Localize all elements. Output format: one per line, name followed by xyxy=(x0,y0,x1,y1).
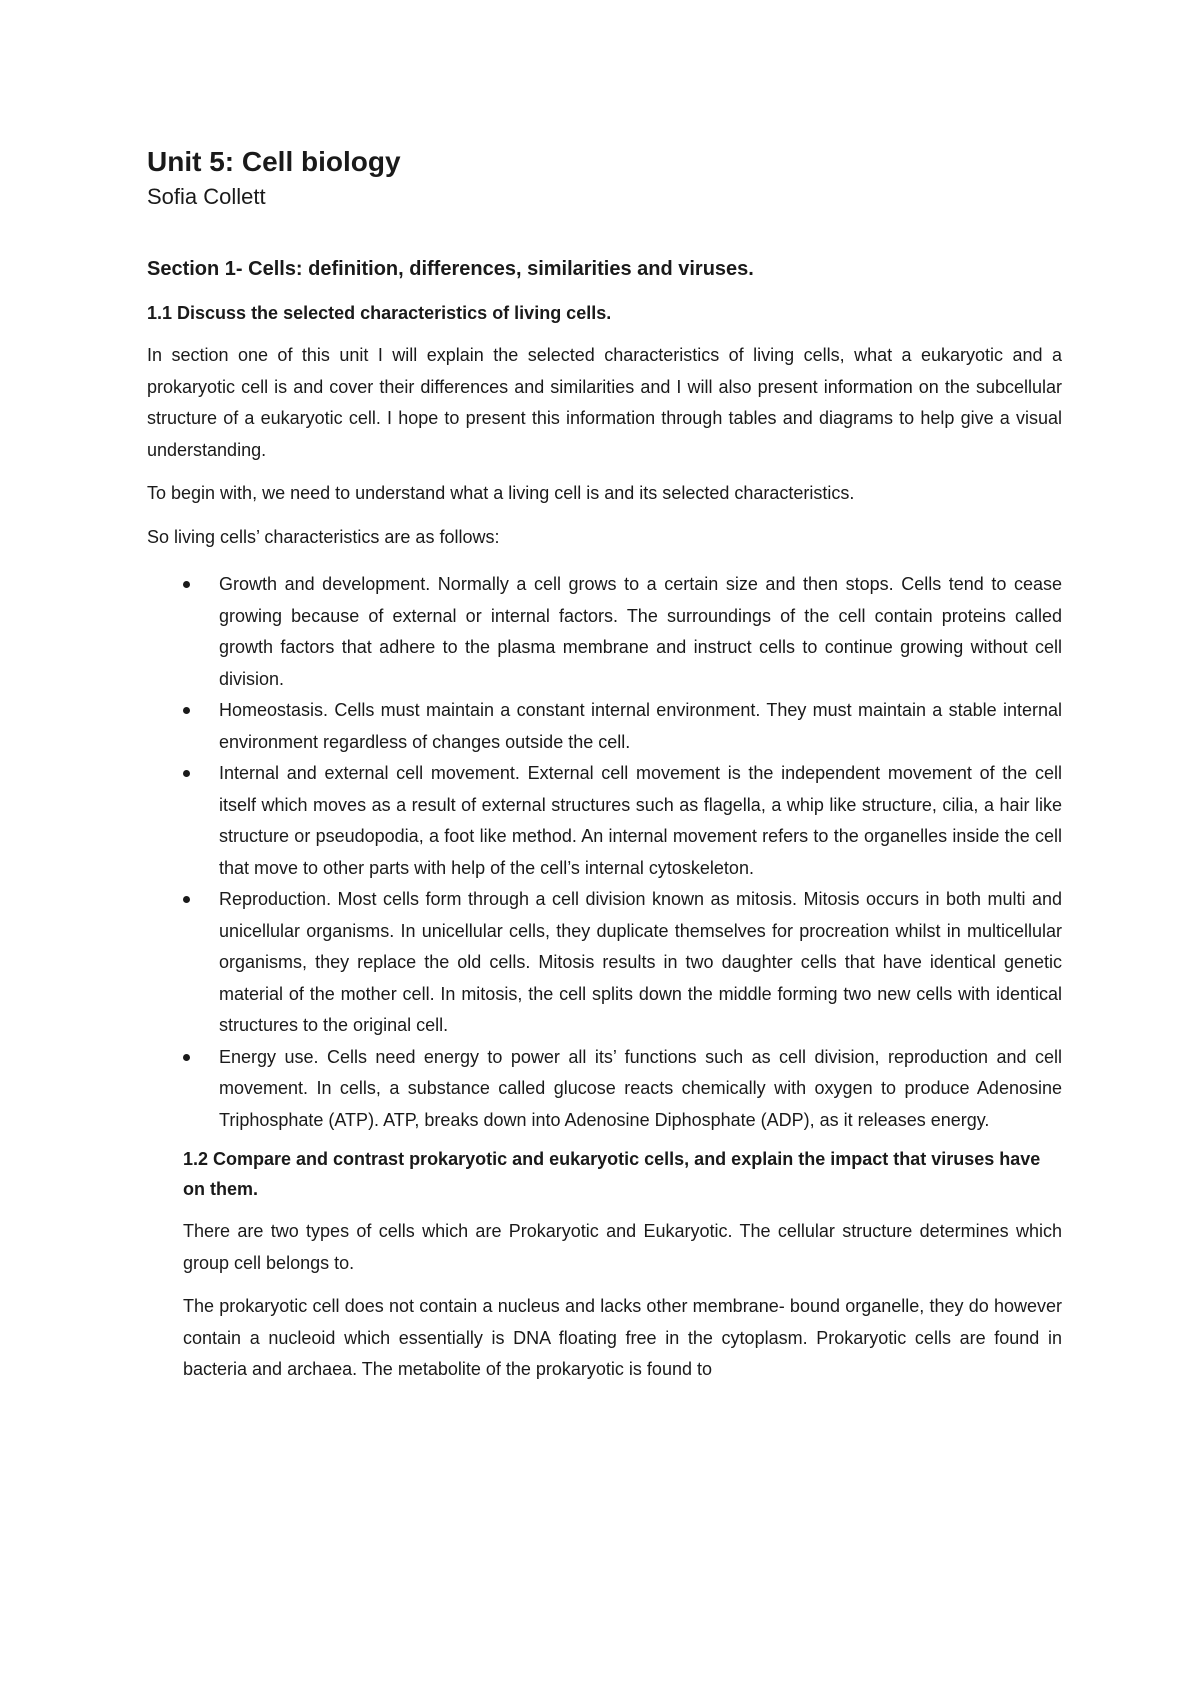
list-item xyxy=(219,569,1062,695)
list-item xyxy=(219,1042,1062,1137)
document-title: Unit 5: Cell biology xyxy=(147,146,401,177)
paragraph-begin: To begin with, we need to understand what a living cell is and its selected characteristics. xyxy=(147,483,855,503)
bullet-icon xyxy=(183,770,190,777)
list-item-text: Reproduction. Most cells form through a cell division known as mitosis. Mitosis occurs in both multi and unicellular organisms. In unicellular cells, they duplicate themselves for procreation whilst in multicellular organisms, they replace the old cells. Mitosis results in two daughter cells that have identical genetic material of the mother cell. In mitosis, the cell splits down the middle forming two new cells with identical structures to the original cell. xyxy=(219,889,1062,1035)
bullet-icon xyxy=(183,581,190,588)
list-item-text: Internal and external cell movement. External cell movement is the independent movement of the cell itself which moves as a result of external structures such as flagella, a whip like structure, cilia, a hair like structure or pseudopodia, a foot like method. An internal movement refers to the organelles inside the cell that move to other parts with help of the cell’s internal cytoskeleton. xyxy=(219,763,1062,878)
characteristics-list xyxy=(147,569,1062,1136)
document-body xyxy=(147,142,1062,1386)
paragraph-intro: In section one of this unit I will explain the selected characteristics of living cells, what a eukaryotic and a prokaryotic cell is and cover their differences and similarities and I will also present information on the subcellular structure of a eukaryotic cell. I hope to present this information through tables and diagrams to help give a visual understanding. xyxy=(147,345,1062,460)
bullet-icon xyxy=(183,1054,190,1061)
list-item xyxy=(219,758,1062,884)
bullet-icon xyxy=(183,896,190,903)
paragraph-cell-types: There are two types of cells which are Prokaryotic and Eukaryotic. The cellular structure determines which group cell belongs to. xyxy=(183,1221,1062,1273)
paragraph-characteristics-lead: So living cells’ characteristics are as follows: xyxy=(147,526,500,547)
subsection-2-heading: 1.2 Compare and contrast prokaryotic and eukaryotic cells, and explain the impact that viruses have on them. xyxy=(183,1149,1041,1199)
section-title: Section 1- Cells: definition, differences, similarities and viruses. xyxy=(147,258,754,280)
document-author: Sofia Collett xyxy=(147,184,266,209)
bullet-icon xyxy=(183,707,190,714)
paragraph-prokaryotic: The prokaryotic cell does not contain a nucleus and lacks other membrane- bound organelle, they do however contain a nucleoid which essentially is DNA floating free in the cytoplasm. Prokaryotic cells are found in bacteria and archaea. The metabolite of the prokaryotic is found to xyxy=(183,1296,1062,1379)
subsection-1-heading: 1.1 Discuss the selected characteristics of living cells. xyxy=(147,303,612,323)
list-item-text: Growth and development. Normally a cell grows to a certain size and then stops. Cells tend to cease growing because of external or internal factors. The surroundings of the cell contain proteins called growth factors that adhere to the plasma membrane and instruct cells to continue growing without cell division. xyxy=(219,574,1062,689)
list-item-text: Energy use. Cells need energy to power all its’ functions such as cell division, reproduction and cell movement. In cells, a substance called glucose reacts chemically with oxygen to produce Adenosine Triphosphate (ATP). ATP, breaks down into Adenosine Diphosphate (ADP), as it releases energy. xyxy=(219,1046,1062,1130)
list-item-text: Homeostasis. Cells must maintain a constant internal environment. They must maintain a stable internal environment regardless of changes outside the cell. xyxy=(219,700,1062,752)
list-item xyxy=(219,695,1062,758)
list-item xyxy=(219,884,1062,1042)
